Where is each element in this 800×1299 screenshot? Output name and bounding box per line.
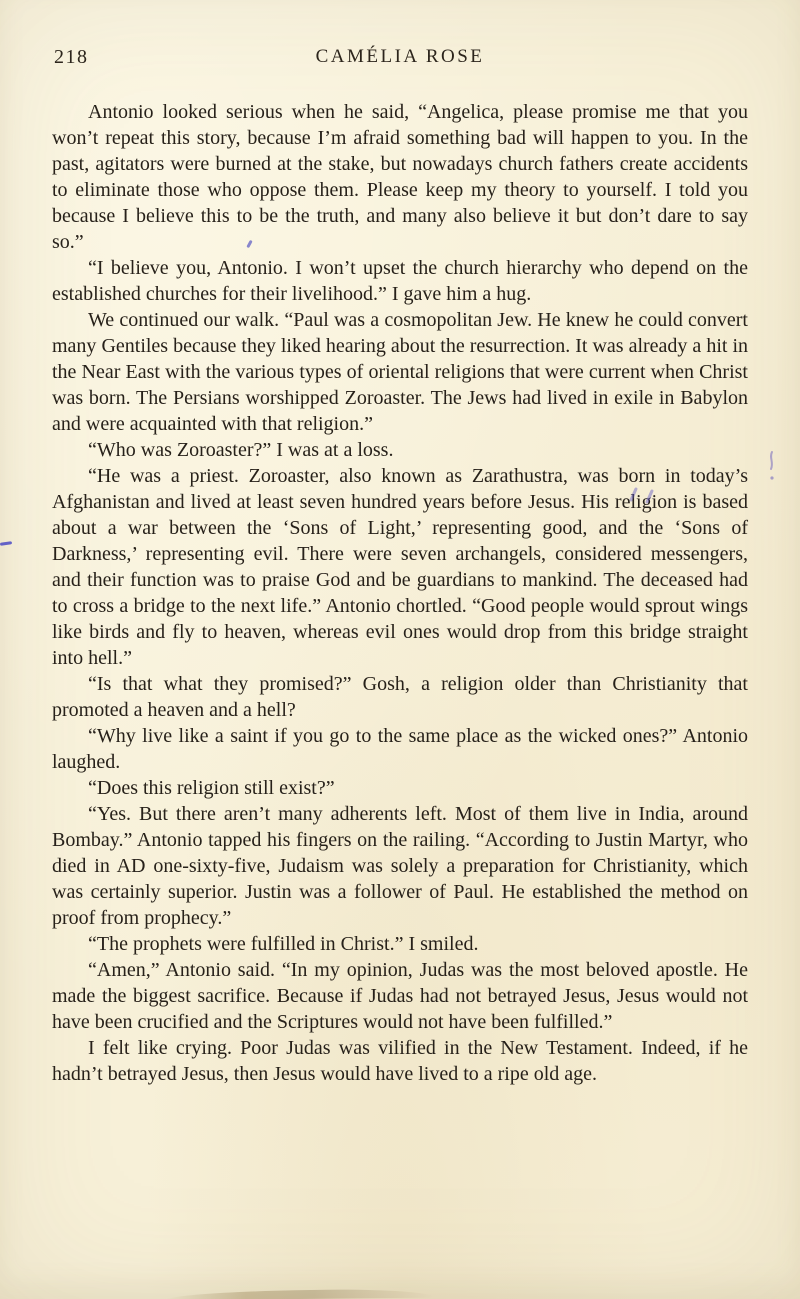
paragraph: “Yes. But there aren’t many adherents left. Most of them live in India, around Bombay.” Antonio tapped his fingers on the railing. “According to Justin Martyr, who died in AD one-sixty-five, Judaism was solely a preparation for Christianity, which was certainly superior. Justin was a follower of Paul. He established the method on proof from prophecy.” bbox=[52, 803, 748, 929]
paragraph: “The prophets were fulfilled in Christ.” I smiled. bbox=[88, 933, 479, 955]
paragraph: “Does this religion still exist?” bbox=[88, 777, 335, 799]
paragraph: I felt like crying. Poor Judas was vilified in the New Testament. Indeed, if he hadn’t betrayed Jesus, then Jesus would have lived to a ripe old age. bbox=[52, 1037, 748, 1085]
paragraph: Antonio looked serious when he said, “Angelica, please promise me that you won’t repeat this story, because I’m afraid something bad will happen to you. In the past, agitators were burned at the stake, but nowadays church fathers create accidents to eliminate those who oppose them. Please keep my theory to yourself. I told you because I believe this to be the truth, and many also believe it but don’t dare to say so.” bbox=[52, 101, 748, 253]
body-text bbox=[52, 99, 748, 1087]
paragraph: “Is that what they promised?” Gosh, a religion older than Christianity that promoted a heaven and a hell? bbox=[52, 673, 748, 721]
page-bottom-curl-shadow bbox=[165, 1289, 435, 1299]
paragraph: “Who was Zoroaster?” I was at a loss. bbox=[88, 439, 394, 461]
pen-mark-right-margin-squiggle bbox=[764, 450, 778, 484]
paragraph: “Amen,” Antonio said. “In my opinion, Judas was the most beloved apostle. He made the biggest sacrifice. Because if Judas had not betrayed Jesus, Jesus would not have been crucified and the Scriptures would not have been fulfilled.” bbox=[52, 959, 748, 1033]
paragraph: “I believe you, Antonio. I won’t upset the church hierarchy who depend on the established churches for their livelihood.” I gave him a hug. bbox=[52, 257, 748, 305]
pen-mark-left-margin-dash bbox=[0, 541, 12, 546]
page-number: 218 bbox=[54, 46, 89, 68]
paragraph: We continued our walk. “Paul was a cosmopolitan Jew. He knew he could convert many Gentiles because they liked hearing about the resurrection. It was already a hit in the Near East with the various types of oriental religions that were current when Christ was born. The Persians worshipped Zoroaster. The Jews had lived in exile in Babylon and were acquainted with that religion.” bbox=[52, 309, 748, 435]
running-header: CAMÉLIA ROSE bbox=[315, 46, 485, 67]
paragraph: “He was a priest. Zoroaster, also known as Zarathustra, was born in today’s Afghanistan and lived at least seven hundred years before Jesus. His religion is based about a war between the ‘Sons of Light,’ representing good, and the ‘Sons of Darkness,’ representing evil. There were seven archangels, considered messengers, and their function was to praise God and be guardians to mankind. The deceased had to cross a bridge to the next life.” Antonio chortled. “Good people would sprout wings like birds and fly to heaven, whereas evil ones would drop from this bridge straight into hell.” bbox=[52, 465, 748, 669]
paragraph: “Why live like a saint if you go to the same place as the wicked ones?” Antonio laughed. bbox=[52, 725, 748, 773]
